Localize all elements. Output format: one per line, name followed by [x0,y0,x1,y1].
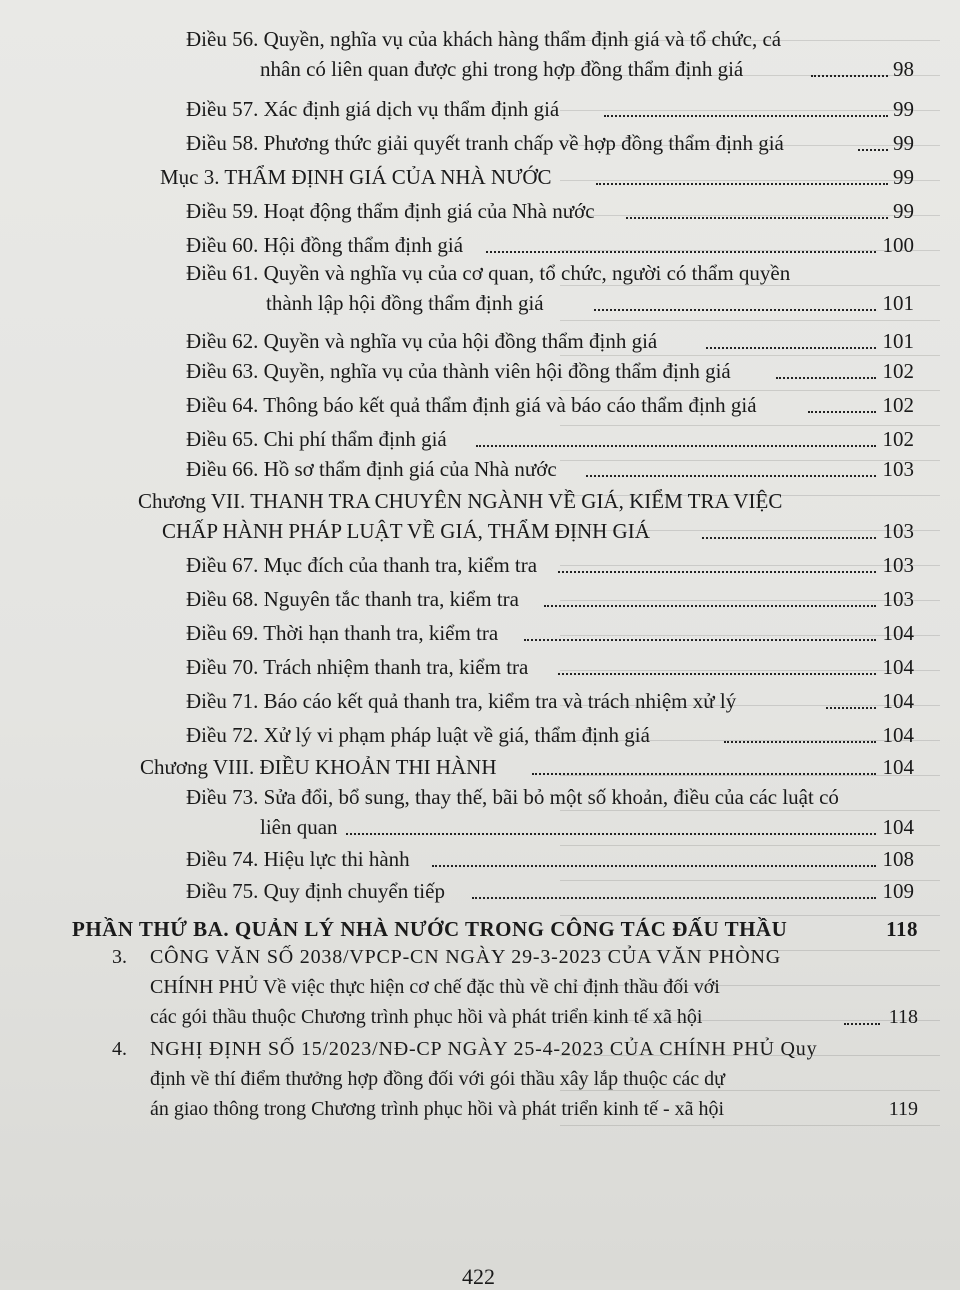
toc-entry-line: Điều 72. Xử lý vi phạm pháp luật về giá, thẩm định giá [186,723,650,747]
part-title: PHẦN THỨ BA. QUẢN LÝ NHÀ NƯỚC TRONG CÔNG TÁC ĐẤU THẦU [72,917,788,941]
toc-entry-dieu-59 [186,196,914,226]
document-line: các gói thầu thuộc Chương trình phục hồi và phát triển kinh tế xã hội [150,1006,703,1028]
toc-page-number: 99 [893,199,914,223]
toc-entry-line: Điều 66. Hồ sơ thẩm định giá của Nhà nước [186,457,557,481]
toc-page-number: 104 [882,655,914,679]
toc-chapter-viii [140,752,914,782]
toc-entry-line: Điều 71. Báo cáo kết quả thanh tra, kiểm tra và trách nhiệm xử lý [186,689,737,713]
toc-entry-line: Điều 70. Trách nhiệm thanh tra, kiểm tra [186,655,529,679]
toc-entry-dieu-57 [186,94,914,124]
dot-leader [594,309,876,311]
toc-entry-line: Điều 75. Quy định chuyển tiếp [186,879,445,903]
toc-document-4 [112,1034,918,1124]
dot-leader [844,1023,880,1025]
toc-entry-line: Điều 74. Hiệu lực thi hành [186,847,410,871]
toc-entry-line: Điều 68. Nguyên tắc thanh tra, kiểm tra [186,587,519,611]
toc-entry-dieu-65 [186,424,914,454]
toc-page-number: 100 [882,233,914,257]
dot-leader [702,537,876,539]
toc-page-number: 98 [893,57,914,81]
toc-page-number: 102 [882,359,914,383]
toc-chapter-vii [138,486,914,546]
toc-entry-dieu-61 [186,258,914,318]
toc-page-number: 101 [882,291,914,315]
toc-page-number: 103 [882,553,914,577]
dot-leader [532,773,876,775]
toc-entry-line: Điều 64. Thông báo kết quả thẩm định giá và báo cáo thẩm định giá [186,393,757,417]
toc-page-number: 104 [882,621,914,645]
dot-leader [472,897,876,899]
dot-leader [808,411,876,413]
toc-entry-line: Điều 59. Hoạt động thẩm định giá của Nhà nước [186,199,595,223]
dot-leader [432,865,876,867]
toc-page-number: 109 [882,879,914,903]
toc-page-number: 99 [893,165,914,189]
toc-entry-dieu-67 [186,550,914,580]
toc-entry-line: Điều 62. Quyền và nghĩa vụ của hội đồng thẩm định giá [186,329,658,353]
dot-leader [776,377,876,379]
dot-leader [604,115,888,117]
toc-page-number: 99 [893,131,914,155]
document-line: định về thí điểm thưởng hợp đồng đối với gói thầu xây lắp thuộc các dự [150,1068,725,1090]
dot-leader [826,707,876,709]
toc-entry-dieu-60 [186,230,914,260]
dot-leader [544,605,876,607]
toc-entry-dieu-70 [186,652,914,682]
toc-entry-line: nhân có liên quan được ghi trong hợp đồng thẩm định giá [260,57,744,81]
toc-entry-line: thành lập hội đồng thẩm định giá [266,291,544,315]
toc-entry-line: Điều 60. Hội đồng thẩm định giá [186,233,464,257]
toc-page-number: 101 [882,329,914,353]
toc-entry-line: Điều 61. Quyền và nghĩa vụ của cơ quan, tổ chức, người có thẩm quyền [186,261,791,285]
toc-page-number: 104 [882,755,914,779]
document-number: 3. [112,946,127,968]
toc-entry-line: Mục 3. THẨM ĐỊNH GIÁ CỦA NHÀ NƯỚC [160,165,552,189]
dot-leader [706,347,876,349]
toc-entry-dieu-62 [186,326,914,356]
toc-entry-dieu-58 [186,128,914,158]
toc-entry-dieu-66 [186,454,914,484]
toc-entry-line: Điều 73. Sửa đổi, bổ sung, thay thế, bãi bỏ một số khoản, điều của các luật có [186,785,839,809]
toc-entry-dieu-68 [186,584,914,614]
document-line: án giao thông trong Chương trình phục hồi và phát triển kinh tế - xã hội [150,1098,725,1120]
toc-entry-dieu-72 [186,720,914,750]
page-number-footer: 422 [462,1264,495,1289]
toc-page-number: 118 [886,917,918,941]
toc-entry-line: Điều 56. Quyền, nghĩa vụ của khách hàng thẩm định giá và tổ chức, cá [186,27,782,51]
document-line: CHÍNH PHỦ Về việc thực hiện cơ chế đặc thù về chỉ định thầu đối với [150,976,720,998]
toc-entry-dieu-69 [186,618,914,648]
document-line: CÔNG VĂN SỐ 2038/VPCP-CN NGÀY 29-3-2023 CỦA VĂN PHÒNG [150,946,781,968]
toc-page-number: 108 [882,847,914,871]
toc-part-three [72,914,918,944]
dot-leader [558,571,876,573]
toc-entry-dieu-63 [186,356,914,386]
dot-leader [626,217,888,219]
toc-entry-dieu-75 [186,876,914,906]
toc-document-3 [112,942,918,1032]
toc-entry-dieu-73 [186,782,914,842]
toc-section-muc-3 [160,162,914,192]
dot-leader [724,741,876,743]
dot-leader [524,639,876,641]
dot-leader [346,833,876,835]
dot-leader [586,475,876,477]
toc-page-number: 103 [882,519,914,543]
toc-entry-line: Điều 63. Quyền, nghĩa vụ của thành viên hội đồng thẩm định giá [186,359,731,383]
toc-entry-line: Điều 69. Thời hạn thanh tra, kiểm tra [186,621,499,645]
toc-page-number: 104 [882,723,914,747]
dot-leader [596,183,888,185]
toc-entry-line: liên quan [260,815,338,839]
toc-page-number: 118 [888,1006,918,1028]
dot-leader [486,251,876,253]
document-number: 4. [112,1038,127,1060]
toc-entry-line: Điều 65. Chi phí thẩm định giá [186,427,447,451]
dot-leader [811,75,888,77]
toc-page-number: 104 [882,689,914,713]
toc-page-number: 102 [882,427,914,451]
toc-page-number: 102 [882,393,914,417]
document-line: NGHỊ ĐỊNH SỐ 15/2023/NĐ-CP NGÀY 25-4-2023 CỦA CHÍNH PHỦ Quy [150,1038,818,1060]
toc-page-number: 103 [882,587,914,611]
dot-leader [558,673,876,675]
toc-entry-line: CHẤP HÀNH PHÁP LUẬT VỀ GIÁ, THẨM ĐỊNH GIÁ [162,519,650,543]
toc-page-number: 103 [882,457,914,481]
dot-leader [476,445,876,447]
dot-leader [858,149,888,151]
toc-entry-dieu-71 [186,686,914,716]
toc-entry-line: Điều 67. Mục đích của thanh tra, kiểm tra [186,553,538,577]
toc-entry-line: Chương VIII. ĐIỀU KHOẢN THI HÀNH [140,755,497,779]
toc-page-number: 104 [882,815,914,839]
toc-entry-dieu-64 [186,390,914,420]
toc-entry-line: Chương VII. THANH TRA CHUYÊN NGÀNH VỀ GIÁ, KIỂM TRA VIỆC [138,489,783,513]
toc-page-number: 119 [888,1098,918,1120]
toc-entry-line: Điều 58. Phương thức giải quyết tranh chấp về hợp đồng thẩm định giá [186,131,784,155]
toc-entry-line: Điều 57. Xác định giá dịch vụ thẩm định giá [186,97,560,121]
toc-page-number: 99 [893,97,914,121]
toc-entry-dieu-56 [186,24,914,84]
toc-entry-dieu-74 [186,844,914,874]
